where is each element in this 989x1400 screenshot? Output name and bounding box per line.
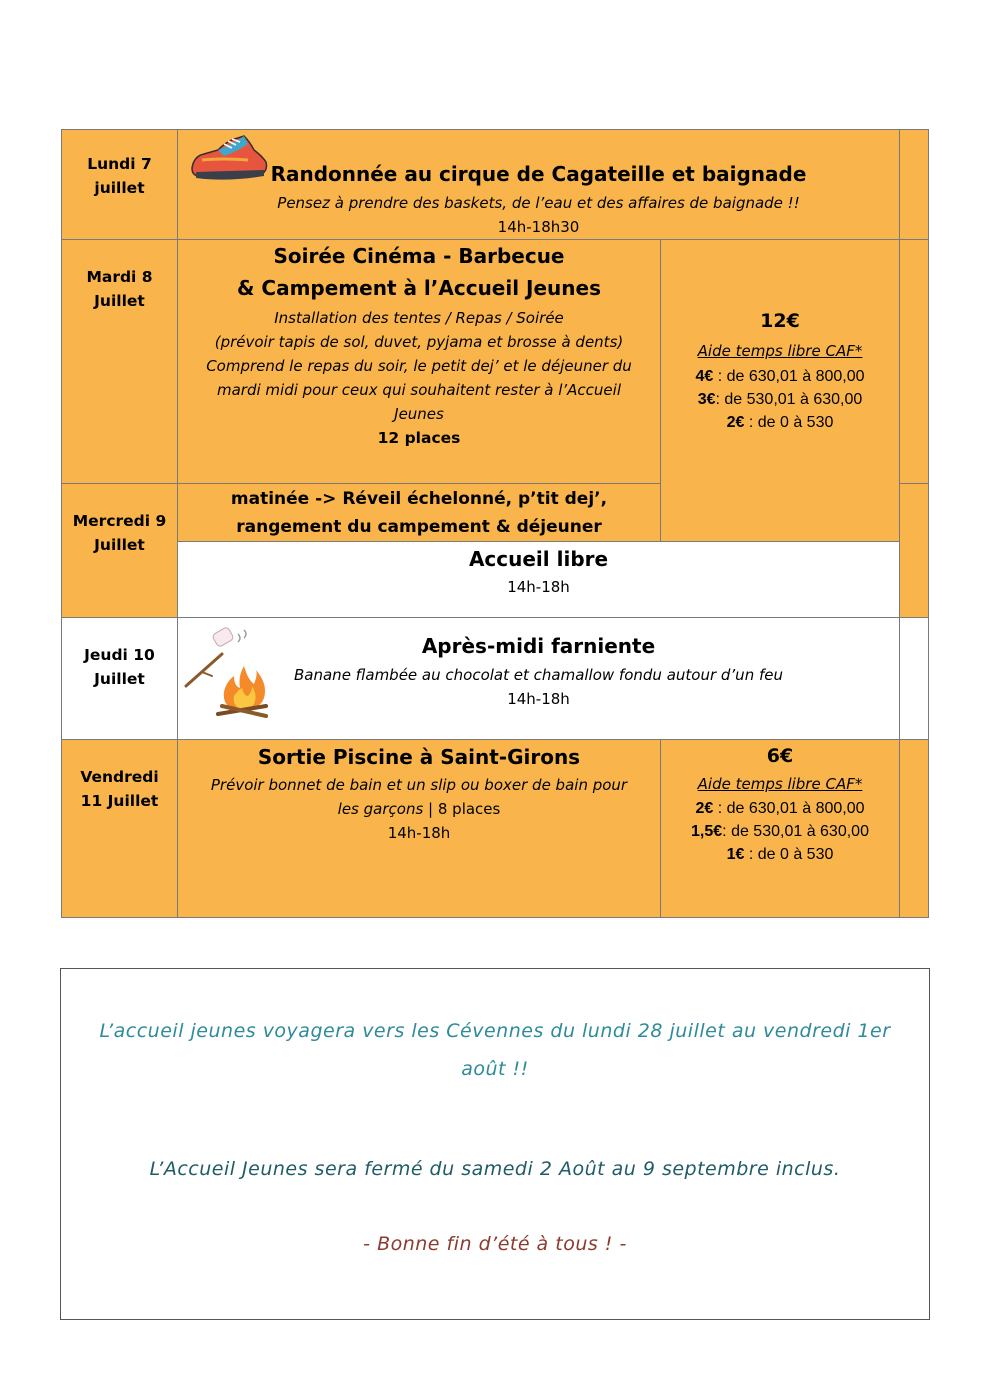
day-label-vendredi: Vendredi 11 Juillet [80,768,159,810]
price-block-mardi [661,306,899,434]
tier-row: 2€ : de 630,01 à 800,00 [695,800,865,817]
tier-row: 4€ : de 630,01 à 800,00 [695,368,865,385]
places-mardi: 12 places [377,429,461,447]
day-label-mercredi: Mercredi 9 Juillet [72,512,167,554]
detail-line: (prévoir tapis de sol, duvet, pyjama et brosse à dents) [214,333,624,351]
activity-block-mardi [178,240,660,450]
activity-hours-mercredi: 14h-18h [507,578,570,596]
activity-title-vendredi: Sortie Piscine à Saint-Girons [257,745,581,769]
closed-note: L’Accueil Jeunes sera fermé du samedi 2 Août au 9 septembre inclus. [149,1158,841,1180]
activity-subtitle-lundi: Pensez à prendre des baskets, de l’eau et des affaires de baignade !! [277,194,800,212]
detail-line: mardi midi pour ceux qui souhaitent rester à l’Accueil [216,381,621,399]
day-label-jeudi: Jeudi 10 Juillet [84,646,155,688]
caf-label-vendredi: Aide temps libre CAF* [697,775,863,793]
trip-note: L’accueil jeunes voyagera vers les Cévennes du lundi 28 juillet au vendredi 1er août !! [99,1020,891,1080]
activity-title-mardi-2: & Campement à l’Accueil Jeunes [237,276,601,300]
caf-label-mardi: Aide temps libre CAF* [697,342,863,360]
activity-title-mardi-1: Soirée Cinéma - Barbecue [273,244,565,268]
detail-line: Installation des tentes / Repas / Soirée [274,309,564,327]
activity-hours-vendredi: 14h-18h [387,824,451,842]
tier-row: 1€ : de 0 à 530 [726,846,834,863]
morning-block-mercredi: matinée -> Réveil échelonné, p’tit dej’, rangement du campement & déjeuner [230,489,608,537]
detail-line: Comprend le repas du soir, le petit dej’ et le déjeuner du [206,357,632,375]
detail-line: les garçons | 8 places [337,800,501,818]
tier-row: 1,5€: de 530,01 à 630,00 [691,823,869,840]
price-block-vendredi [661,741,899,866]
farewell-note: - Bonne fin d’été à tous ! - [363,1233,627,1255]
notes-box [60,968,930,1320]
activity-title-lundi: Randonnée au cirque de Cagateille et baignade [270,162,807,186]
tier-row: 3€: de 530,01 à 630,00 [697,391,863,408]
detail-line: Jeunes [394,405,444,423]
price-amount-vendredi: 6€ [766,745,794,767]
activity-title-mercredi: Accueil libre [468,547,609,571]
activity-hours-lundi: 14h-18h30 [497,218,580,236]
tier-row: 2€ : de 0 à 530 [726,414,834,431]
price-amount-mardi: 12€ [760,310,800,332]
activity-title-jeudi: Après-midi farniente [421,634,656,658]
activity-hours-jeudi: 14h-18h [507,690,570,708]
detail-line: Prévoir bonnet de bain et un slip ou boxer de bain pour [210,776,628,794]
day-label-lundi: Lundi 7 juillet [87,155,152,197]
activity-subtitle-jeudi: Banane flambée au chocolat et chamallow fondu autour d’un feu [294,666,783,684]
activity-block-vendredi [178,741,660,845]
day-label-mardi: Mardi 8 Juillet [86,268,153,310]
